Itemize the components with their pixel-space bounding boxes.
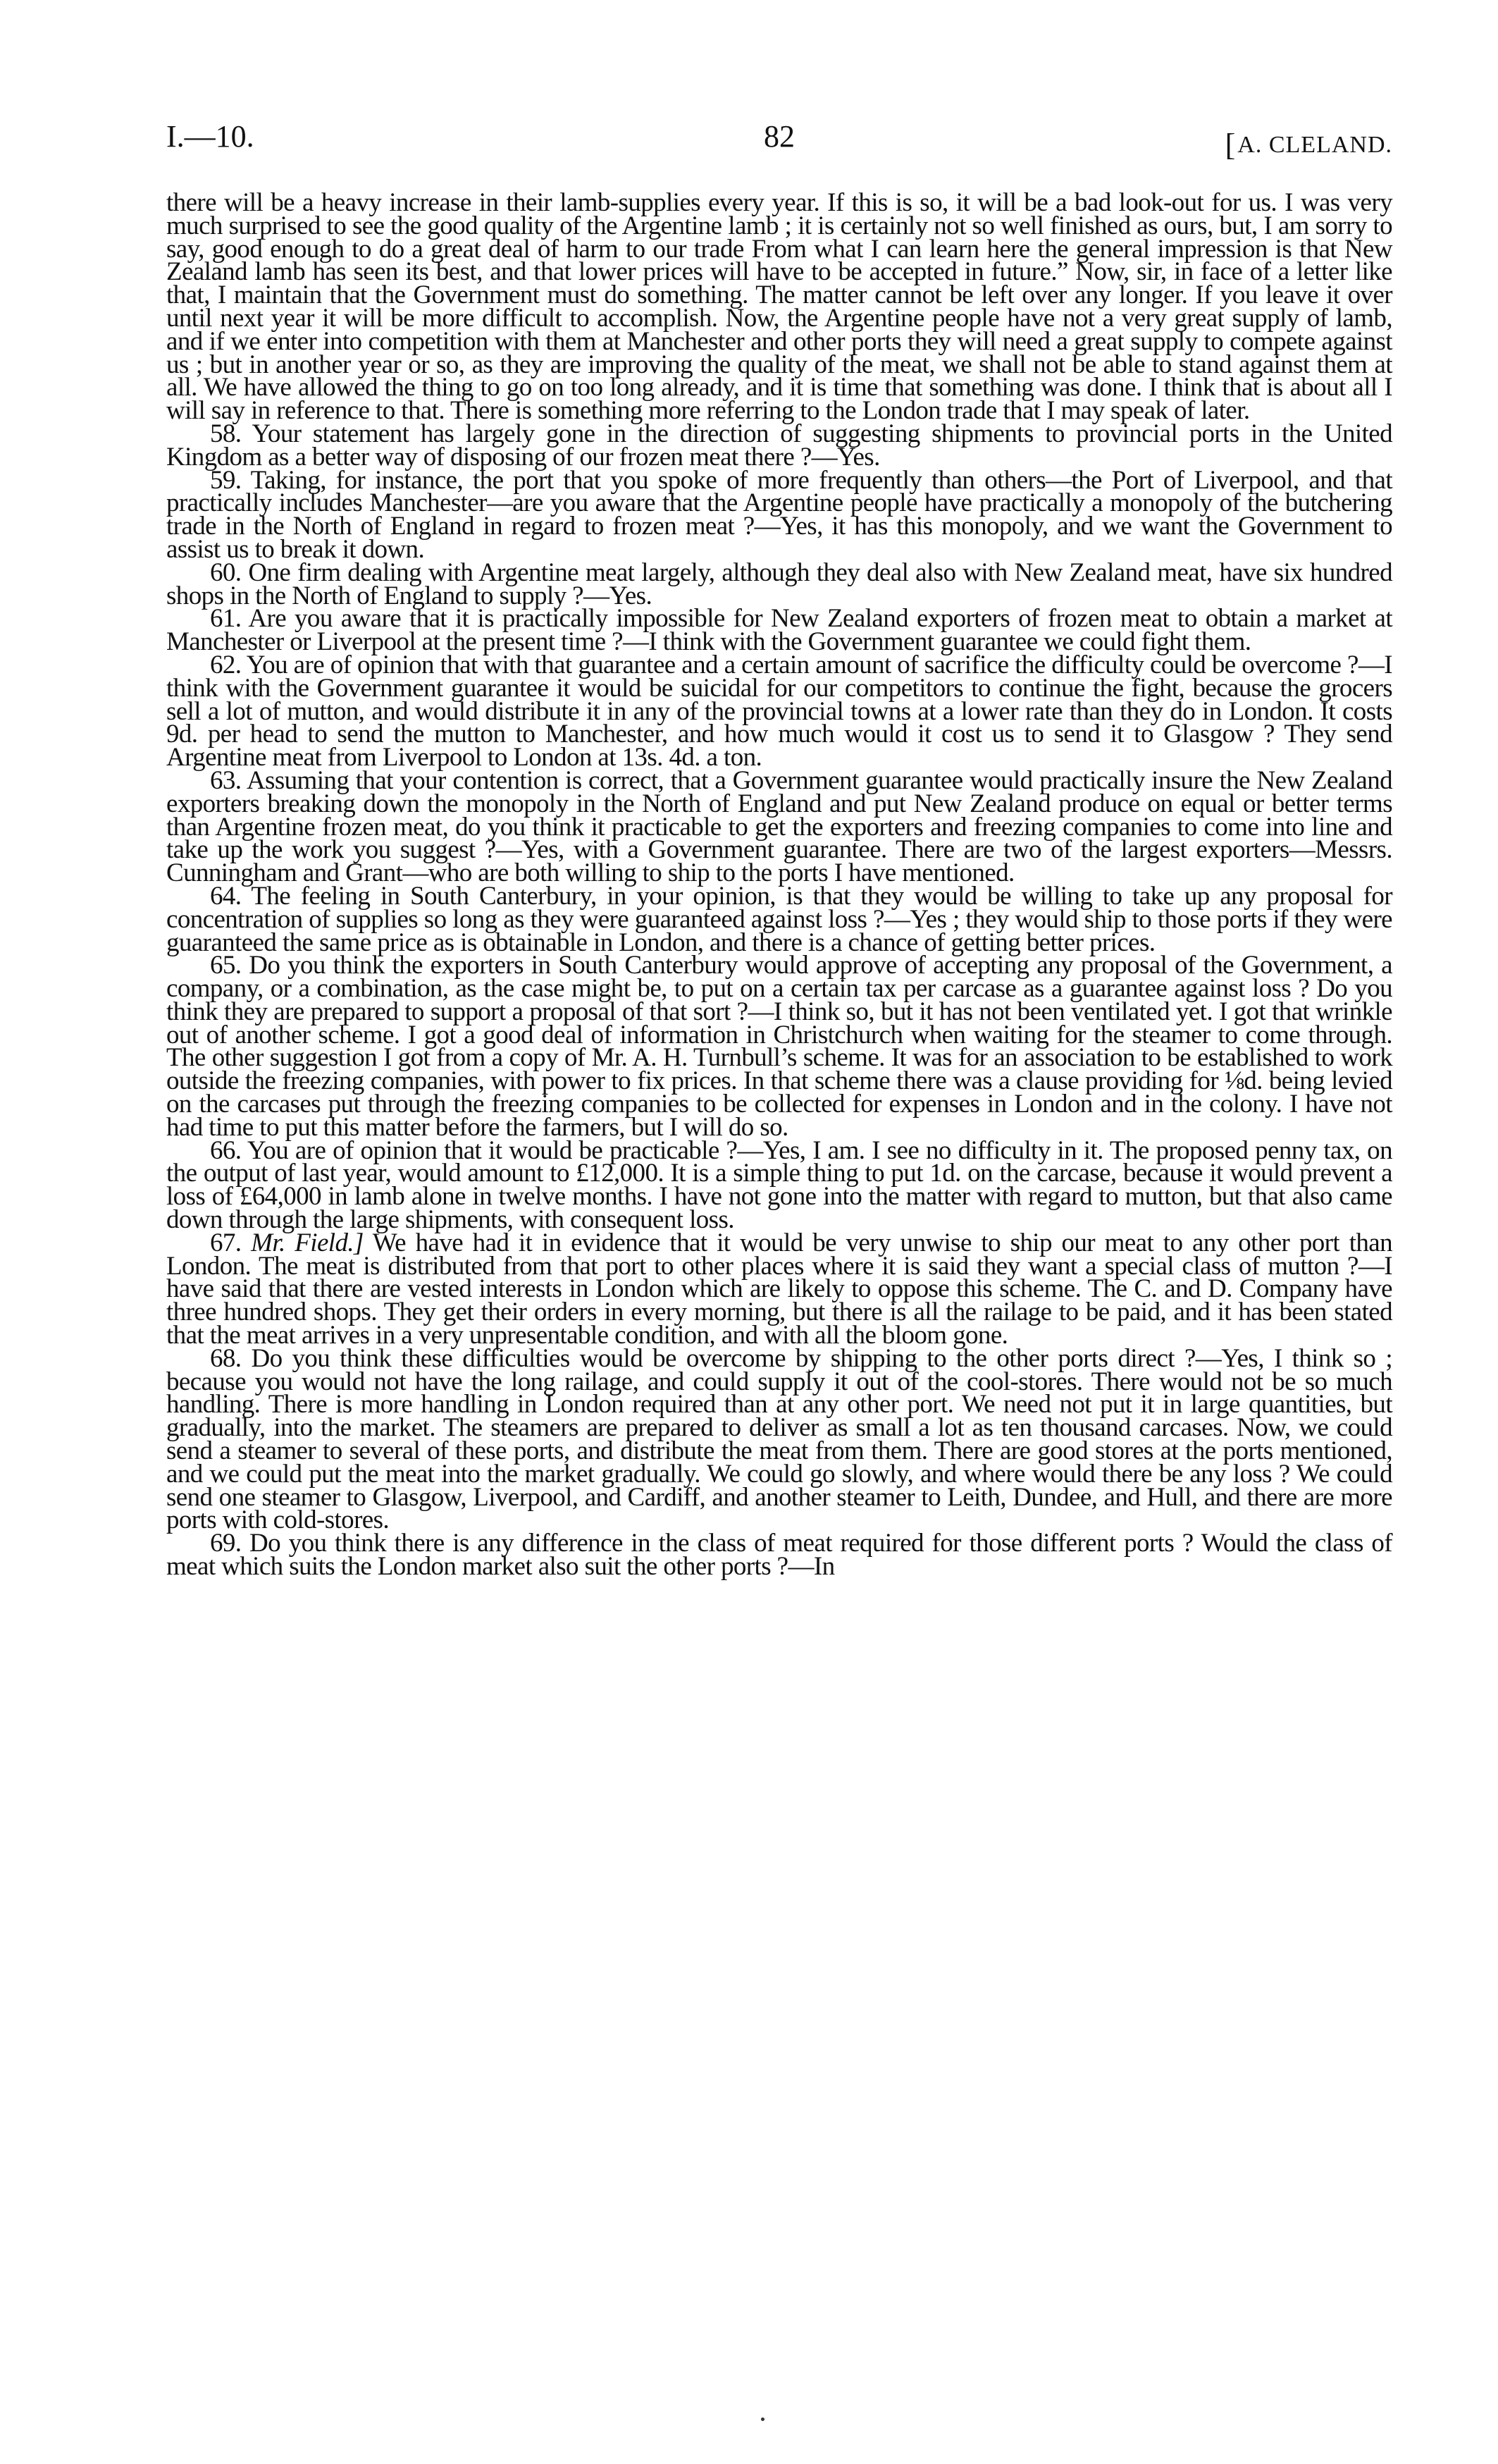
paragraph-63: 63. Assuming that your contention is correct, that a Government guarantee would practically insure the New Zealand exporters breaking down the monopoly in the North of England and put New Zealand produce on equal or better terms than Argentine frozen meat, do you think it practicable to get the exporters and freezing companies to come into line and take up the work you suggest ?—Yes, with a Government guarantee. There are two of the largest exporters—Messrs. Cunningham and Grant—who are both willing to ship to the ports I have mentioned. xyxy=(166,765,1392,888)
paragraph-66: 66. You are of opinion that it would be practicable ?—Yes, I am. I see no difficulty in it. The proposed penny tax, on the output of last year, would amount to £12,000. It is a simple thing to put 1d. on the carcase, because it would prevent a loss of £64,000 in lamb alone in twelve months. I have not gone into the matter with regard to mutton, but that also came down through the large shipments, with consequent loss. xyxy=(166,1135,1392,1235)
question-number: 67. xyxy=(210,1228,242,1257)
paragraph-67-text: We have had it in evidence that it would be very unwise to ship our meat to any other port than London. The meat is distributed from that port to other places where it is said they want a special class of mutton ?—I have said that there are vested interests in London which are likely to oppose this scheme. The C. and D. Company have three hundred shops. They get their orders in every morning, but there is all the railage to be paid, and it has been stated that the meat arrives in a very unpresentable condition, and with all the bloom gone. xyxy=(166,1228,1393,1350)
page-body xyxy=(166,188,1393,1582)
paragraph-58: 58. Your statement has largely gone in the direction of suggesting shipments to provincial ports in the United Kingdom as a better way of disposing of our frozen meat there ?—Yes. xyxy=(166,419,1392,472)
speaker: Mr. Field.] xyxy=(251,1228,364,1257)
document-reference: I.—10. xyxy=(166,119,254,154)
footer-mark xyxy=(761,2417,765,2421)
page-number: 82 xyxy=(764,119,795,154)
paragraph-68: 68. Do you think these difficulties would be overcome by shipping to the other ports direct ?—Yes, I think so ; because you would not have the long railage, and could supply it out of the cool-stores. There would not be so much handling. There is more handling in London required than at any other port. We need not put it in large quantities, but gradually, into the market. The steamers are prepared to deliver as small a lot as ten thousand carcases. Now, we could send a steamer to several of these ports, and distribute the meat from them. There are good stores at the ports mentioned, and we could put the meat into the market gradually. We could go slowly, and where would there be any loss ? We could send one steamer to Glasgow, Liverpool, and Cardiff, and another steamer to Leith, Dundee, and Hull, and there are more ports with cold-stores. xyxy=(166,1343,1392,1535)
paragraph-59: 59. Taking, for instance, the port that you spoke of more frequently than others—the Port of Liverpool, and that practically includes Manchester—are you aware that the Argentine people have practically a monopoly of the butchering trade in the North of England in regard to frozen meat ?—Yes, it has this monopoly, and we want the Government to assist us to break it down. xyxy=(166,465,1392,564)
paragraph-65: 65. Do you think the exporters in South Canterbury would approve of accepting any proposal of the Government, a company, or a combination, as the case might be, to put on a certain tax per carcase as a guarantee against loss ? Do you think they are prepared to support a proposal of that sort ?—I think so, but it has not been ventilated yet. I got that wrinkle out of another scheme. I got a good deal of information in Christchurch when waiting for the steamer to come through. The other suggestion I got from a copy of Mr. A. H. Turnbull’s scheme. It was for an association to be established to work outside the freezing companies, with power to fix prices. In that scheme there was a clause providing for ⅛d. being levied on the carcases put through the freezing companies to be collected for expenses in London and in the colony. I have not had time to put this matter before the farmers, but I will do so. xyxy=(166,951,1392,1142)
paragraph-64: 64. The feeling in South Canterbury, in your opinion, is that they would be willing to take up any proposal for concentration of supplies so long as they were guaranteed against loss ?—Yes ; they would ship to those ports if they were guaranteed the same price as is obtainable in London, and there is a chance of getting better prices. xyxy=(166,881,1392,957)
paragraph-67 xyxy=(166,1228,1393,1350)
paragraph-62: 62. You are of opinion that with that guarantee and a certain amount of sacrifice the difficulty could be overcome ?—I think with the Government guarantee it would be suicidal for our competitors to continue the fight, because the grocers sell a lot of mutton, and would distribute it in any of the provincial towns at a lower rate than they do in London. It costs 9d. per head to send the mutton to Manchester, and how much would it cost us to send it to Glasgow ? They send Argentine meat from Liverpool to London at 13s. 4d. a ton. xyxy=(166,650,1392,772)
paragraph-60: 60. One firm dealing with Argentine meat largely, although they deal also with New Zealand meat, have six hundred shops in the North of England to supply ?—Yes. xyxy=(166,558,1392,610)
page-header xyxy=(166,118,1392,161)
paragraph-continued: there will be a heavy increase in their lamb-supplies every year. If this is so, it will be a bad look-out for us. I was very much surprised to see the good quality of the Argentine lamb ; it is certainly not so well finished as ours, but, I am sorry to say, good enough to do a great deal of harm to our trade From what I can learn here the general impression is that New Zealand lamb has seen its best, and that lower prices will have to be accepted in future.” Now, sir, in face of a letter like that, I maintain that the Government must do something. The matter cannot be left over any longer. If you leave it over until next year it will be more difficult to accomplish. Now, the Argentine people have not a very great supply of lamb, and if we enter into competition with them at Manchester and other ports they will need a great supply to compete against us ; but in another year or so, as they are improving the quality of the meat, we shall not be able to stand against them at all. We have allowed the thing to go on too long already, and it is time that something was done. I think that is about all I will say in reference to that. There is something more referring to the London trade that I may speak of later. xyxy=(166,188,1392,426)
paragraph-69: 69. Do you think there is any difference in the class of meat required for those different ports ? Would the class of meat which suits the London market also suit the other ports ?—In xyxy=(166,1529,1392,1582)
witness-name: [ A. CLELAND. xyxy=(1225,124,1392,160)
paragraph-61: 61. Are you aware that it is practically impossible for New Zealand exporters of frozen meat to obtain a market at Manchester or Liverpool at the present time ?—I think with the Government guarantee we could fight them. xyxy=(166,604,1392,657)
